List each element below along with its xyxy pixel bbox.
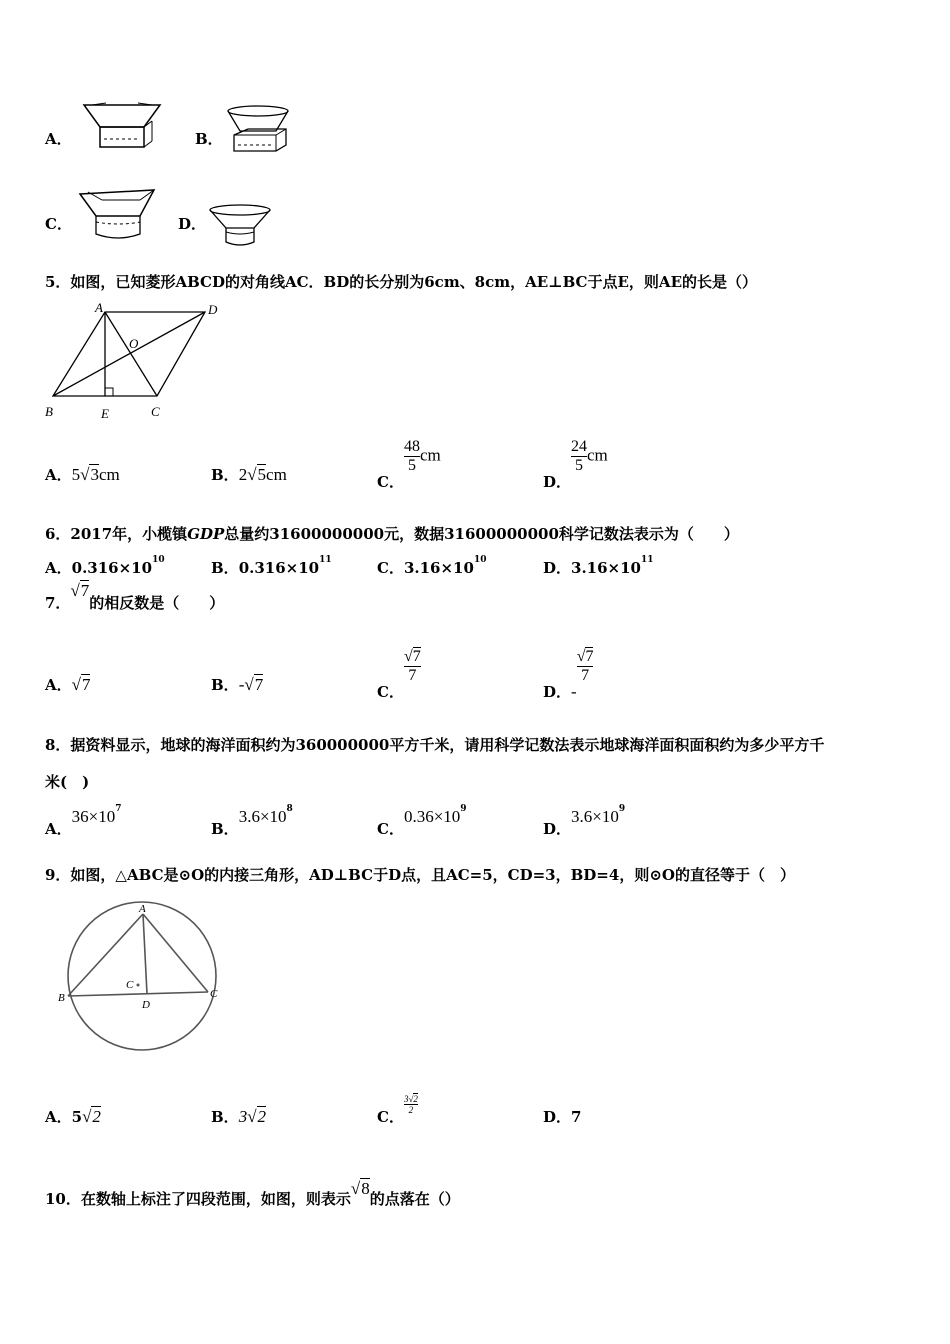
q5-label-a: A: [95, 300, 103, 315]
q7-option-c: C． $\frac{√7}{7}$: [377, 648, 421, 701]
q9-label-d: D: [142, 999, 150, 1011]
q5-option-c: C． $\frac{48}{5}$ cm: [377, 438, 441, 491]
q8-text-line1: 8．据资料显示，地球的海洋面积约为360000000平方千米，请用科学记数法表示地球海洋面积面积约为多少平方千: [45, 736, 825, 754]
q8-option-b: B．$3.6\times 10^8$: [211, 804, 293, 838]
q6-option-c: C．$3.16\times 10^{10}$: [377, 555, 487, 577]
q4-option-b-label: B．: [195, 130, 223, 148]
q5-option-b: B．2√5cm: [211, 465, 287, 484]
q5-option-a: A．5√3cm: [45, 465, 120, 484]
q9-option-b: B．3√2: [211, 1107, 267, 1126]
q4-option-a-figure: [82, 103, 162, 151]
q8-option-c: C．$0.36\times 10^9$: [377, 804, 467, 838]
q5-label-o: O: [129, 336, 139, 351]
q8-option-d: D．$3.6\times 10^9$: [543, 804, 626, 838]
q5-label-e: E: [101, 406, 109, 421]
q4-option-c-label: C．: [45, 215, 72, 233]
q9-circle-figure: [55, 898, 235, 1058]
q8-option-a: A．$36\times 10^7$: [45, 804, 122, 838]
q9-label-o: C: [126, 979, 134, 991]
q4-option-b-figure: [226, 105, 292, 155]
q10-text: 10．在数轴上标注了四段范围，如图，则表示√8的点落在（）: [45, 1179, 460, 1208]
q7-text: 7．√7的相反数是（ ）: [45, 581, 225, 612]
q7-option-b: B．-√7: [211, 675, 264, 694]
q7-option-a: A．√7: [45, 675, 91, 694]
q9-option-a: A．5√2: [45, 1107, 101, 1126]
q5-text: 5．如图，已知菱形ABCD的对角线AC．BD的长分别为6cm、8cm，AE⊥BC于点E，则AE的长是（）: [45, 273, 757, 291]
q4-option-a-label: A．: [45, 130, 72, 148]
q6-option-d: D．$3.16\times 10^{11}$: [543, 555, 654, 577]
q9-label-a: A: [139, 903, 146, 915]
q9-option-d: D．7: [543, 1108, 582, 1126]
q5-option-d: D． $\frac{24}{5}$ cm: [543, 438, 608, 491]
q6-text: 6．2017年，小榄镇GDP总量约31600000000元，数据31600000000科学记数法表示为（ ）: [45, 525, 739, 543]
q4-option-d-label: D．: [178, 215, 207, 233]
q9-label-b: B: [58, 992, 65, 1004]
q4-option-d-figure: [208, 204, 274, 250]
q6-option-a: A．$0.316\times 10^{10}$: [45, 555, 165, 577]
q5-label-c: C: [151, 404, 160, 419]
q5-label-d: D: [208, 302, 218, 317]
q6-option-b: B．$0.316\times 10^{11}$: [211, 555, 332, 577]
q9-option-c: C． $\frac{3√2}{2}$: [377, 1093, 418, 1126]
q4-option-c-figure: [78, 188, 156, 242]
q5-rhombus-figure: [45, 300, 230, 425]
q9-label-c: C: [210, 988, 218, 1000]
q7-option-d: D．- $\frac{√7}{7}$: [543, 648, 594, 701]
q9-text: 9．如图，△ABC是⊙O的内接三角形，AD⊥BC于D点，且AC=5，CD=3，BD=4，则⊙O的直径等于（ ）: [45, 866, 795, 884]
q8-text-line2: 米( ): [45, 773, 90, 791]
q5-label-b: B: [45, 404, 53, 419]
